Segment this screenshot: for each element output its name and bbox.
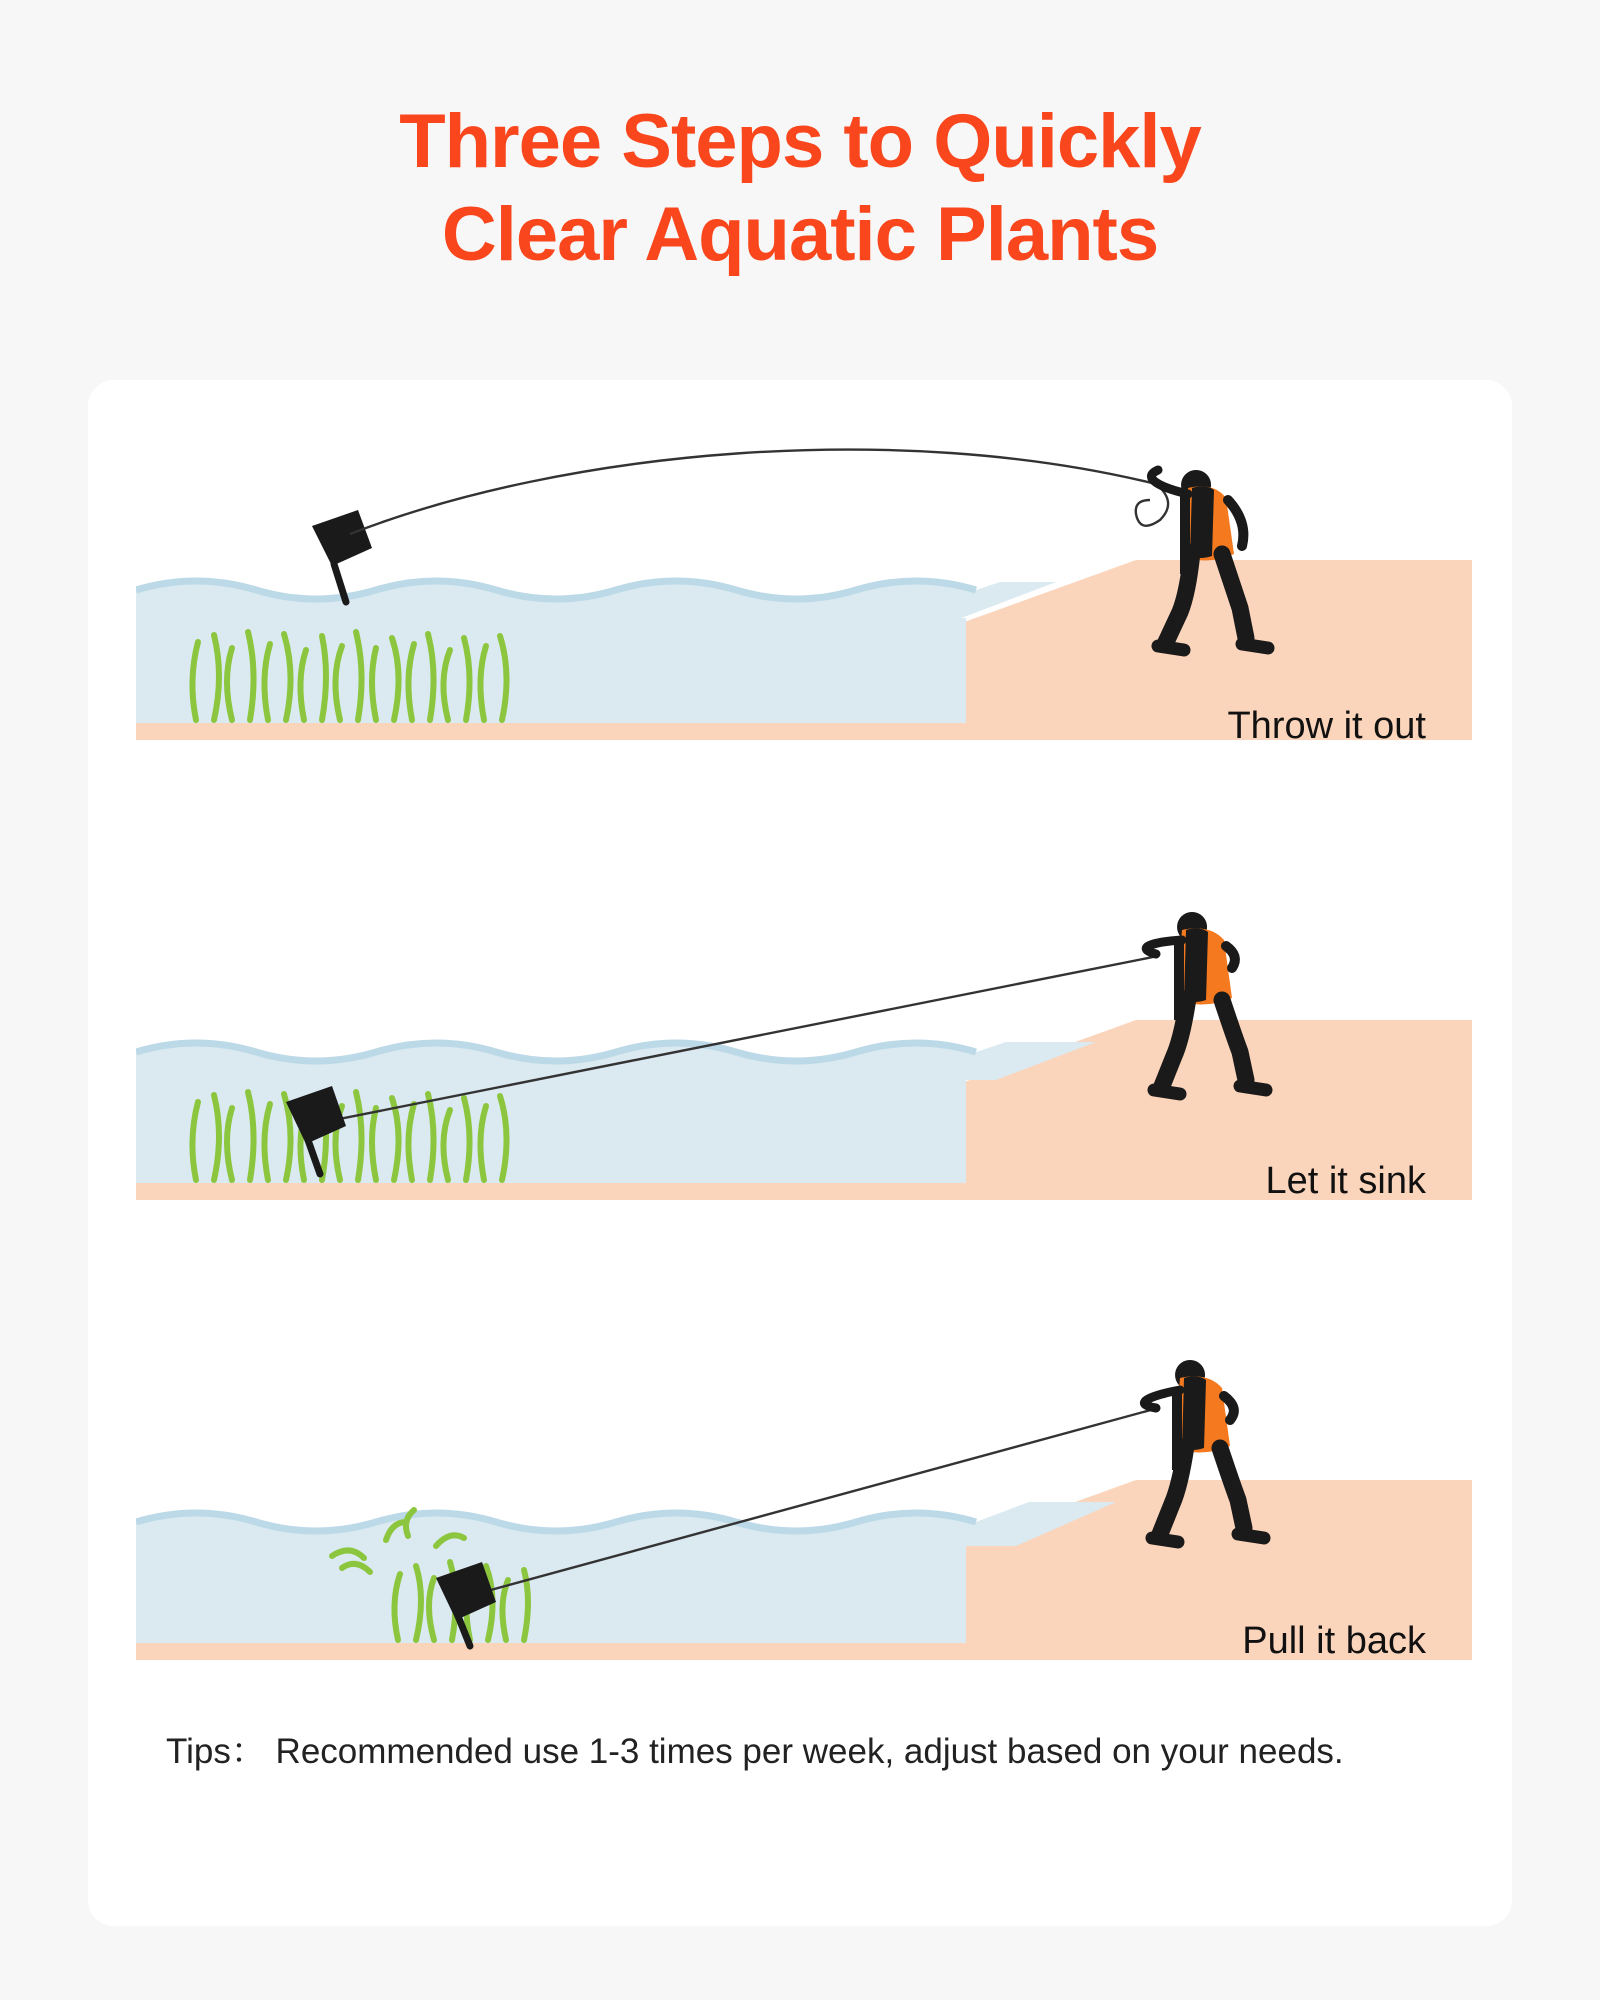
step-label-throw-it-out: Throw it out [1227,705,1426,747]
step-pull-it-back [136,1350,1472,1710]
page-title-line-1: Three Steps to Quickly [399,99,1201,184]
step-let-it-sink [136,890,1472,1250]
step-label-let-it-sink: Let it sink [1265,1160,1426,1202]
page-title [0,96,1600,281]
step-throw-it-out [136,430,1472,790]
steps-card [88,380,1512,1926]
step-label-pull-it-back: Pull it back [1242,1620,1426,1662]
page-title-line-2: Clear Aquatic Plants [441,191,1159,277]
tips-text: Tips： Recommended use 1-3 times per week, adjust based on your needs. [166,1732,1344,1771]
